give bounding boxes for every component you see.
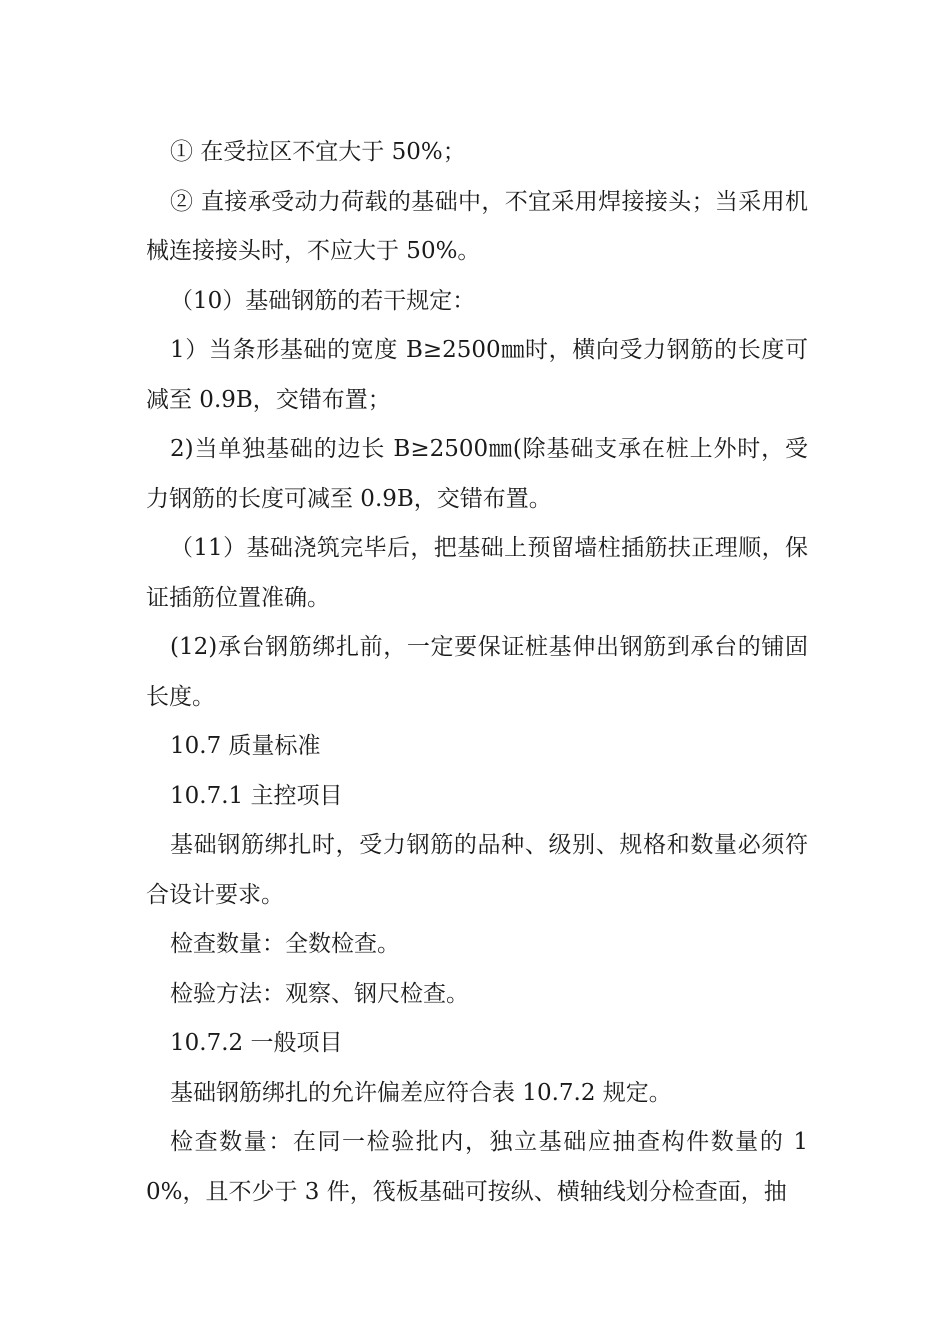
paragraph: ① 在受拉区不宜大于 50%；	[170, 139, 466, 165]
paragraph: 检查数量：全数检查。	[170, 931, 400, 957]
subsection-heading: 10.7.2 一般项目	[170, 1030, 343, 1056]
paragraph: 检验方法：观察、钢尺检查。	[170, 980, 469, 1007]
document-body	[146, 128, 808, 1217]
paragraph: 1）当条形基础的宽度 B≥2500㎜时，横向受力钢筋的长度可减至 0.9B，交错布置；	[146, 337, 808, 413]
paragraph: ② 直接承受动力荷载的基础中，不宜采用焊接接头；当采用机械连接接头时，不应大于 50%。	[146, 188, 808, 264]
paragraph: (12)承台钢筋绑扎前，一定要保证桩基伸出钢筋到承台的铺固长度。	[146, 634, 808, 710]
paragraph: 基础钢筋绑扎的允许偏差应符合表 10.7.2 规定。	[170, 1079, 672, 1106]
paragraph: （11）基础浇筑完毕后，把基础上预留墙柱插筋扶正理顺，保证插筋位置准确。	[146, 535, 808, 611]
paragraph: （10）基础钢筋的若干规定：	[170, 287, 476, 314]
subsection-heading: 10.7.1 主控项目	[170, 782, 343, 809]
paragraph: 2)当单独基础的边长 B≥2500㎜(除基础支承在桩上外时，受力钢筋的长度可减至 0.9B，交错布置。	[146, 436, 808, 512]
section-heading: 10.7 质量标准	[170, 733, 321, 759]
paragraph: 基础钢筋绑扎时，受力钢筋的品种、级别、规格和数量必须符合设计要求。	[146, 832, 808, 908]
paragraph: 检查数量：在同一检验批内，独立基础应抽查构件数量的 10%，且不少于 3 件，筏板基础可按纵、横轴线划分检查面，抽	[146, 1129, 808, 1205]
